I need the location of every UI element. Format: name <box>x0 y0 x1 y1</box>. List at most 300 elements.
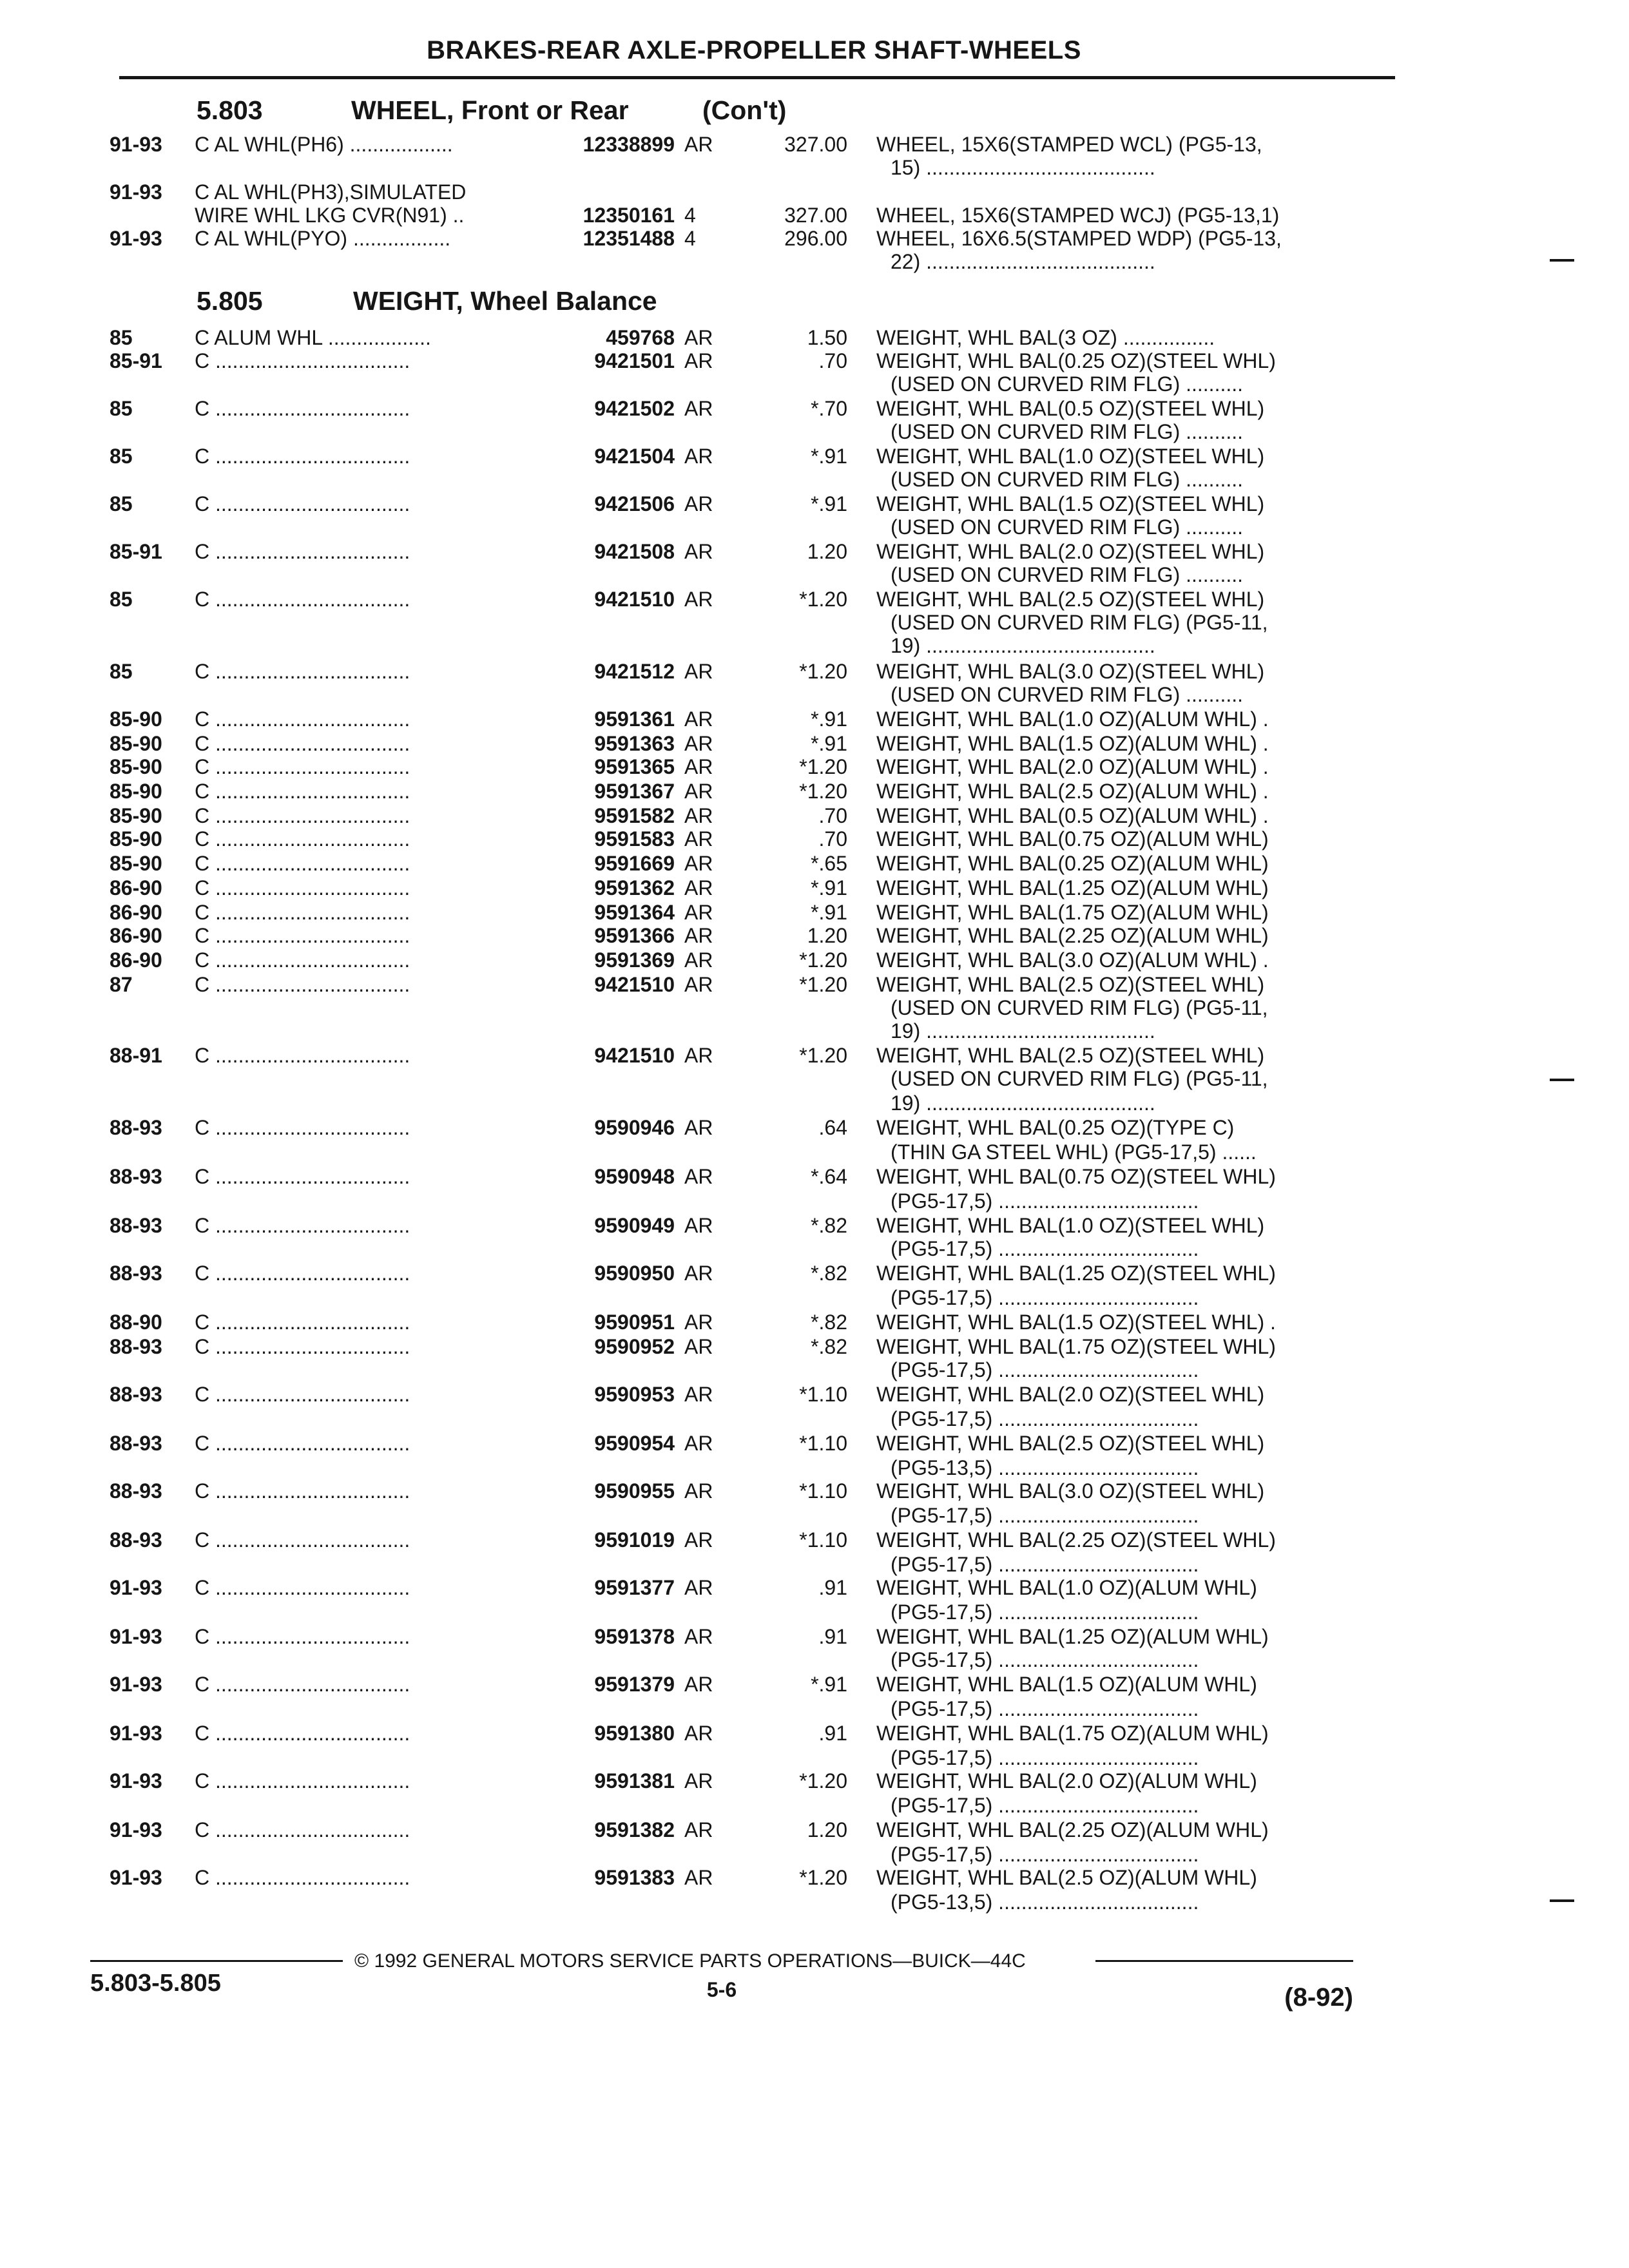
quantity: AR <box>684 1335 713 1358</box>
quantity: AR <box>684 397 713 420</box>
footer-copyright: © 1992 GENERAL MOTORS SERVICE PARTS OPERATIONS—BUICK—44C <box>354 1950 1026 1972</box>
part-description-continued: (USED ON CURVED RIM FLG) .......... <box>891 563 1244 586</box>
usage-description: C .................................. <box>195 924 410 947</box>
part-number: 9590952 <box>594 1335 675 1358</box>
model-years: 91-93 <box>110 133 162 156</box>
list-item-continuation <box>0 1843 1629 1866</box>
part-number: 9591361 <box>594 707 675 731</box>
part-description-continued: (PG5-17,5) ................................... <box>891 1407 1199 1430</box>
usage-description: C .................................. <box>195 1116 410 1139</box>
quantity: AR <box>684 588 713 611</box>
quantity: AR <box>684 1528 713 1552</box>
list-item-continuation <box>0 1456 1629 1479</box>
section-note: (Con't) <box>702 95 787 125</box>
price: .91 <box>818 1722 847 1745</box>
usage-description: C .................................. <box>195 1769 410 1792</box>
price: .91 <box>818 1625 847 1648</box>
section-title: WHEEL, Front or Rear <box>351 95 629 125</box>
quantity: AR <box>684 1625 713 1648</box>
part-description-continued: (USED ON CURVED RIM FLG) .......... <box>891 420 1244 443</box>
part-description-continued: (USED ON CURVED RIM FLG) .......... <box>891 468 1244 491</box>
list-item-continuation <box>0 156 1629 179</box>
model-years: 85 <box>110 397 133 420</box>
price: *.64 <box>811 1165 847 1188</box>
quantity: AR <box>684 1116 713 1139</box>
list-item-continuation <box>0 1067 1629 1090</box>
list-item <box>0 707 1629 731</box>
list-item <box>0 1116 1629 1139</box>
part-number: 9421504 <box>594 445 675 468</box>
quantity: 4 <box>684 227 696 250</box>
list-item-continuation <box>0 563 1629 586</box>
price: *1.20 <box>799 1866 847 1889</box>
list-item-continuation <box>0 468 1629 491</box>
quantity: AR <box>684 901 713 924</box>
list-item <box>0 924 1629 947</box>
part-description-continued: (PG5-17,5) ................................... <box>891 1237 1199 1260</box>
quantity: AR <box>684 1673 713 1696</box>
part-number: 9421502 <box>594 397 675 420</box>
quantity: AR <box>684 948 713 972</box>
model-years: 85-91 <box>110 349 162 372</box>
part-description-continued: (PG5-13,5) ................................... <box>891 1456 1199 1479</box>
usage-description: C .................................. <box>195 492 410 515</box>
list-item-continuation <box>0 611 1629 634</box>
model-years: 91-93 <box>110 1769 162 1792</box>
quantity: AR <box>684 707 713 731</box>
usage-description: C .................................. <box>195 948 410 972</box>
part-description: WEIGHT, WHL BAL(0.25 OZ)(TYPE C) <box>876 1116 1235 1139</box>
margin-mark <box>1550 259 1574 262</box>
price: 327.00 <box>784 133 847 156</box>
usage-description: C .................................. <box>195 827 410 850</box>
part-number: 9591583 <box>594 827 675 850</box>
part-number: 9590946 <box>594 1116 675 1139</box>
quantity: AR <box>684 1311 713 1334</box>
part-description-continued: (THIN GA STEEL WHL) (PG5-17,5) ...... <box>891 1140 1257 1164</box>
part-description: WEIGHT, WHL BAL(3.0 OZ)(STEEL WHL) <box>876 1479 1265 1503</box>
model-years: 88-93 <box>110 1214 162 1237</box>
list-item <box>0 492 1629 515</box>
model-years: 86-90 <box>110 948 162 972</box>
list-item-continuation <box>0 683 1629 706</box>
model-years: 91-93 <box>110 1576 162 1599</box>
usage-description: C .................................. <box>195 588 410 611</box>
usage-description: C .................................. <box>195 1262 410 1285</box>
model-years: 85-90 <box>110 732 162 755</box>
quantity: AR <box>684 1262 713 1285</box>
list-item-continuation <box>0 1358 1629 1381</box>
price: *.82 <box>811 1262 847 1285</box>
part-number: 9590949 <box>594 1214 675 1237</box>
list-item <box>0 876 1629 899</box>
list-item <box>0 973 1629 996</box>
model-years: 85-90 <box>110 827 162 850</box>
part-number: 9591363 <box>594 732 675 755</box>
price: *.91 <box>811 707 847 731</box>
part-description: WEIGHT, WHL BAL(0.25 OZ)(STEEL WHL) <box>876 349 1276 372</box>
part-description: WEIGHT, WHL BAL(3 OZ) ................ <box>876 326 1215 349</box>
usage-description: C .................................. <box>195 445 410 468</box>
part-description-continued: (PG5-17,5) ................................... <box>891 1286 1199 1309</box>
model-years: 88-93 <box>110 1383 162 1406</box>
model-years: 86-90 <box>110 924 162 947</box>
part-description-continued: (USED ON CURVED RIM FLG) .......... <box>891 372 1244 396</box>
part-description-continued: (USED ON CURVED RIM FLG) (PG5-11, <box>891 1067 1268 1090</box>
model-years: 88-93 <box>110 1165 162 1188</box>
part-description-continued: (PG5-17,5) ................................... <box>891 1553 1199 1576</box>
price: .70 <box>818 804 847 827</box>
part-number: 9591367 <box>594 780 675 803</box>
list-item <box>0 1673 1629 1696</box>
quantity: AR <box>684 732 713 755</box>
model-years: 88-93 <box>110 1262 162 1285</box>
list-item <box>0 852 1629 875</box>
price: *.82 <box>811 1214 847 1237</box>
model-years: 88-91 <box>110 1044 162 1067</box>
part-description: WHEEL, 15X6(STAMPED WCL) (PG5-13, <box>876 133 1262 156</box>
list-item <box>0 1214 1629 1237</box>
list-item <box>0 660 1629 683</box>
part-description-continued: (PG5-17,5) ................................... <box>891 1794 1199 1817</box>
usage-description: C .................................. <box>195 707 410 731</box>
model-years: 91-93 <box>110 1866 162 1889</box>
usage-description: C .................................. <box>195 660 410 683</box>
price: *1.20 <box>799 660 847 683</box>
page-title: BRAKES-REAR AXLE-PROPELLER SHAFT-WHEELS <box>427 36 1081 64</box>
part-description: WHEEL, 15X6(STAMPED WCJ) (PG5-13,1) <box>876 204 1280 227</box>
price: *1.20 <box>799 755 847 778</box>
quantity: AR <box>684 1722 713 1745</box>
list-item-continuation <box>0 1504 1629 1527</box>
list-item <box>0 180 1629 204</box>
part-number: 9590948 <box>594 1165 675 1188</box>
quantity: AR <box>684 1866 713 1889</box>
list-item-continuation <box>0 1091 1629 1115</box>
list-item <box>0 827 1629 850</box>
part-description: WEIGHT, WHL BAL(2.25 OZ)(STEEL WHL) <box>876 1528 1276 1552</box>
quantity: AR <box>684 876 713 899</box>
list-item <box>0 1818 1629 1841</box>
part-description-continued: (PG5-17,5) ................................... <box>891 1697 1199 1720</box>
list-item-continuation <box>0 1697 1629 1720</box>
quantity: AR <box>684 1432 713 1455</box>
part-description: WEIGHT, WHL BAL(2.0 OZ)(ALUM WHL) . <box>876 755 1269 778</box>
list-item-continuation <box>0 1553 1629 1576</box>
price: *1.10 <box>799 1432 847 1455</box>
list-item <box>0 204 1629 227</box>
part-description: WEIGHT, WHL BAL(3.0 OZ)(STEEL WHL) <box>876 660 1265 683</box>
usage-description: C .................................. <box>195 1479 410 1503</box>
part-number: 9421512 <box>594 660 675 683</box>
part-number: 9421508 <box>594 540 675 563</box>
price: *1.20 <box>799 948 847 972</box>
quantity: AR <box>684 1165 713 1188</box>
usage-description: C .................................. <box>195 876 410 899</box>
list-item-continuation <box>0 1407 1629 1430</box>
price: *1.20 <box>799 780 847 803</box>
part-description: WEIGHT, WHL BAL(0.75 OZ)(STEEL WHL) <box>876 1165 1276 1188</box>
part-number: 9591365 <box>594 755 675 778</box>
model-years: 88-90 <box>110 1311 162 1334</box>
footer-page-number: 5-6 <box>706 1978 737 2001</box>
price: *.91 <box>811 901 847 924</box>
usage-description: C .................................. <box>195 804 410 827</box>
usage-description: C AL WHL(PH3),SIMULATED <box>195 180 467 204</box>
part-description: WEIGHT, WHL BAL(2.5 OZ)(ALUM WHL) . <box>876 780 1269 803</box>
part-description: WEIGHT, WHL BAL(2.5 OZ)(STEEL WHL) <box>876 1432 1265 1455</box>
part-description: WEIGHT, WHL BAL(1.25 OZ)(STEEL WHL) <box>876 1262 1276 1285</box>
quantity: AR <box>684 1479 713 1503</box>
usage-description: C .................................. <box>195 1673 410 1696</box>
part-description-continued: (PG5-17,5) ................................... <box>891 1746 1199 1769</box>
part-description-continued: (PG5-17,5) ................................... <box>891 1504 1199 1527</box>
model-years: 88-93 <box>110 1116 162 1139</box>
part-description: WEIGHT, WHL BAL(1.0 OZ)(ALUM WHL) . <box>876 707 1269 731</box>
model-years: 85 <box>110 588 133 611</box>
model-years: 91-93 <box>110 1818 162 1841</box>
usage-description: C .................................. <box>195 732 410 755</box>
part-description: WEIGHT, WHL BAL(2.25 OZ)(ALUM WHL) <box>876 924 1269 947</box>
part-number: 9590950 <box>594 1262 675 1285</box>
quantity: AR <box>684 1576 713 1599</box>
model-years: 88-93 <box>110 1335 162 1358</box>
price: .64 <box>818 1116 847 1139</box>
list-item <box>0 804 1629 827</box>
list-item <box>0 445 1629 468</box>
list-item <box>0 227 1629 250</box>
part-description: WEIGHT, WHL BAL(2.0 OZ)(STEEL WHL) <box>876 1383 1265 1406</box>
list-item <box>0 1383 1629 1406</box>
part-number: 9591366 <box>594 924 675 947</box>
part-description: WHEEL, 16X6.5(STAMPED WDP) (PG5-13, <box>876 227 1282 250</box>
part-description-continued: (USED ON CURVED RIM FLG) .......... <box>891 683 1244 706</box>
list-item-continuation <box>0 250 1629 273</box>
model-years: 85-90 <box>110 780 162 803</box>
list-item <box>0 397 1629 420</box>
margin-mark <box>1550 1079 1574 1081</box>
price: *1.10 <box>799 1383 847 1406</box>
list-item <box>0 901 1629 924</box>
part-description: WEIGHT, WHL BAL(0.5 OZ)(STEEL WHL) <box>876 397 1265 420</box>
title-rule <box>119 76 1395 79</box>
list-item-continuation <box>0 1019 1629 1043</box>
part-number: 9591582 <box>594 804 675 827</box>
part-description: WEIGHT, WHL BAL(2.0 OZ)(ALUM WHL) <box>876 1769 1257 1792</box>
list-item <box>0 326 1629 349</box>
part-description-continued: 19) ........................................ <box>891 1019 1155 1043</box>
model-years: 85-91 <box>110 540 162 563</box>
part-description: WEIGHT, WHL BAL(1.0 OZ)(STEEL WHL) <box>876 445 1265 468</box>
usage-description: C AL WHL(PYO) ................. <box>195 227 451 250</box>
part-description: WEIGHT, WHL BAL(1.25 OZ)(ALUM WHL) <box>876 876 1269 899</box>
part-description-continued: (PG5-17,5) ................................... <box>891 1358 1199 1381</box>
quantity: AR <box>684 1769 713 1792</box>
usage-description: C .................................. <box>195 973 410 996</box>
price: 1.20 <box>807 924 847 947</box>
part-description: WEIGHT, WHL BAL(1.25 OZ)(ALUM WHL) <box>876 1625 1269 1648</box>
section-title: WEIGHT, Wheel Balance <box>353 286 657 316</box>
list-item <box>0 948 1629 972</box>
quantity: AR <box>684 326 713 349</box>
list-item-continuation <box>0 1600 1629 1624</box>
usage-description: C .................................. <box>195 1818 410 1841</box>
part-number: 9591377 <box>594 1576 675 1599</box>
usage-description: C .................................. <box>195 1432 410 1455</box>
usage-description: C .................................. <box>195 852 410 875</box>
part-description: WEIGHT, WHL BAL(1.75 OZ)(STEEL WHL) <box>876 1335 1276 1358</box>
usage-description: C .................................. <box>195 1383 410 1406</box>
model-years: 86-90 <box>110 901 162 924</box>
price: *1.20 <box>799 1044 847 1067</box>
part-description: WEIGHT, WHL BAL(2.0 OZ)(STEEL WHL) <box>876 540 1265 563</box>
model-years: 91-93 <box>110 1673 162 1696</box>
part-number: 9590955 <box>594 1479 675 1503</box>
part-number: 9421501 <box>594 349 675 372</box>
usage-description: C .................................. <box>195 1722 410 1745</box>
price: 327.00 <box>784 204 847 227</box>
part-description: WEIGHT, WHL BAL(0.75 OZ)(ALUM WHL) <box>876 827 1269 850</box>
model-years: 85-90 <box>110 755 162 778</box>
price: .70 <box>818 349 847 372</box>
price: *.91 <box>811 732 847 755</box>
list-item <box>0 755 1629 778</box>
part-description: WEIGHT, WHL BAL(2.5 OZ)(STEEL WHL) <box>876 1044 1265 1067</box>
part-number: 9591362 <box>594 876 675 899</box>
part-description: WEIGHT, WHL BAL(2.5 OZ)(STEEL WHL) <box>876 973 1265 996</box>
part-number: 9421506 <box>594 492 675 515</box>
price: 1.50 <box>807 326 847 349</box>
part-description: WEIGHT, WHL BAL(1.75 OZ)(ALUM WHL) <box>876 1722 1269 1745</box>
part-description: WEIGHT, WHL BAL(2.5 OZ)(ALUM WHL) <box>876 1866 1257 1889</box>
model-years: 85-90 <box>110 804 162 827</box>
list-item-continuation <box>0 515 1629 539</box>
list-item <box>0 1165 1629 1188</box>
list-item <box>0 1432 1629 1455</box>
list-item <box>0 780 1629 803</box>
list-item-continuation <box>0 634 1629 657</box>
part-description: WEIGHT, WHL BAL(0.25 OZ)(ALUM WHL) <box>876 852 1269 875</box>
quantity: AR <box>684 827 713 850</box>
part-number: 9591669 <box>594 852 675 875</box>
price: .70 <box>818 827 847 850</box>
part-description: WEIGHT, WHL BAL(1.5 OZ)(STEEL WHL) <box>876 492 1265 515</box>
part-number: 9591380 <box>594 1722 675 1745</box>
list-item-continuation <box>0 1286 1629 1309</box>
part-number: 9591379 <box>594 1673 675 1696</box>
list-item <box>0 1044 1629 1067</box>
part-number: 9591364 <box>594 901 675 924</box>
usage-description: C .................................. <box>195 397 410 420</box>
usage-description: C .................................. <box>195 1335 410 1358</box>
usage-description: C ALUM WHL .................. <box>195 326 431 349</box>
price: *.91 <box>811 445 847 468</box>
quantity: AR <box>684 924 713 947</box>
footer-section-range: 5.803-5.805 <box>90 1970 221 1997</box>
list-item-continuation <box>0 1746 1629 1769</box>
price: .91 <box>818 1576 847 1599</box>
part-description-continued: (USED ON CURVED RIM FLG) (PG5-11, <box>891 996 1268 1019</box>
price: *.65 <box>811 852 847 875</box>
quantity: AR <box>684 780 713 803</box>
list-item <box>0 1311 1629 1334</box>
part-description: WEIGHT, WHL BAL(0.5 OZ)(ALUM WHL) . <box>876 804 1269 827</box>
list-item-continuation <box>0 420 1629 443</box>
quantity: AR <box>684 492 713 515</box>
model-years: 91-93 <box>110 227 162 250</box>
list-item <box>0 588 1629 611</box>
part-number: 9421510 <box>594 588 675 611</box>
list-item-continuation <box>0 1189 1629 1213</box>
list-item <box>0 540 1629 563</box>
usage-description: C .................................. <box>195 1165 410 1188</box>
part-description: WEIGHT, WHL BAL(1.5 OZ)(ALUM WHL) <box>876 1673 1257 1696</box>
price: *.70 <box>811 397 847 420</box>
model-years: 91-93 <box>110 1625 162 1648</box>
model-years: 85 <box>110 660 133 683</box>
price: *.91 <box>811 876 847 899</box>
footer-date: (8-92) <box>1284 1983 1353 2012</box>
usage-description: C .................................. <box>195 1528 410 1552</box>
usage-description: C .................................. <box>195 901 410 924</box>
model-years: 91-93 <box>110 180 162 204</box>
list-item-continuation <box>0 1237 1629 1260</box>
model-years: 88-93 <box>110 1528 162 1552</box>
list-item-continuation <box>0 1890 1629 1914</box>
usage-description: C .................................. <box>195 540 410 563</box>
list-item <box>0 1576 1629 1599</box>
part-description: WEIGHT, WHL BAL(1.0 OZ)(STEEL WHL) <box>876 1214 1265 1237</box>
price: *.91 <box>811 492 847 515</box>
quantity: AR <box>684 349 713 372</box>
quantity: AR <box>684 445 713 468</box>
price: *.82 <box>811 1335 847 1358</box>
model-years: 88-93 <box>110 1479 162 1503</box>
model-years: 85 <box>110 445 133 468</box>
quantity: AR <box>684 133 713 156</box>
part-number: 9591383 <box>594 1866 675 1889</box>
quantity: AR <box>684 804 713 827</box>
list-item <box>0 1528 1629 1552</box>
part-number: 9421510 <box>594 973 675 996</box>
price: *1.20 <box>799 973 847 996</box>
list-item-continuation <box>0 372 1629 396</box>
quantity: AR <box>684 540 713 563</box>
price: *1.10 <box>799 1479 847 1503</box>
part-description: WEIGHT, WHL BAL(3.0 OZ)(ALUM WHL) . <box>876 948 1269 972</box>
list-item <box>0 1866 1629 1889</box>
section-number: 5.803 <box>197 95 263 125</box>
part-description-continued: (USED ON CURVED RIM FLG) (PG5-11, <box>891 611 1268 634</box>
part-description-continued: 19) ........................................ <box>891 634 1155 657</box>
part-number: 459768 <box>606 326 675 349</box>
quantity: AR <box>684 973 713 996</box>
usage-description: C .................................. <box>195 1866 410 1889</box>
usage-description: C .................................. <box>195 755 410 778</box>
list-item <box>0 1335 1629 1358</box>
model-years: 85 <box>110 492 133 515</box>
part-description-continued: (PG5-17,5) ................................... <box>891 1648 1199 1671</box>
part-number: 9590954 <box>594 1432 675 1455</box>
part-description-continued: 15) ........................................ <box>891 156 1155 179</box>
model-years: 87 <box>110 973 133 996</box>
part-number: 9591378 <box>594 1625 675 1648</box>
part-description-continued: (USED ON CURVED RIM FLG) .......... <box>891 515 1244 539</box>
section-heading-wheel <box>0 94 1629 126</box>
margin-mark <box>1550 1899 1574 1902</box>
list-item <box>0 133 1629 156</box>
part-number: 9591381 <box>594 1769 675 1792</box>
